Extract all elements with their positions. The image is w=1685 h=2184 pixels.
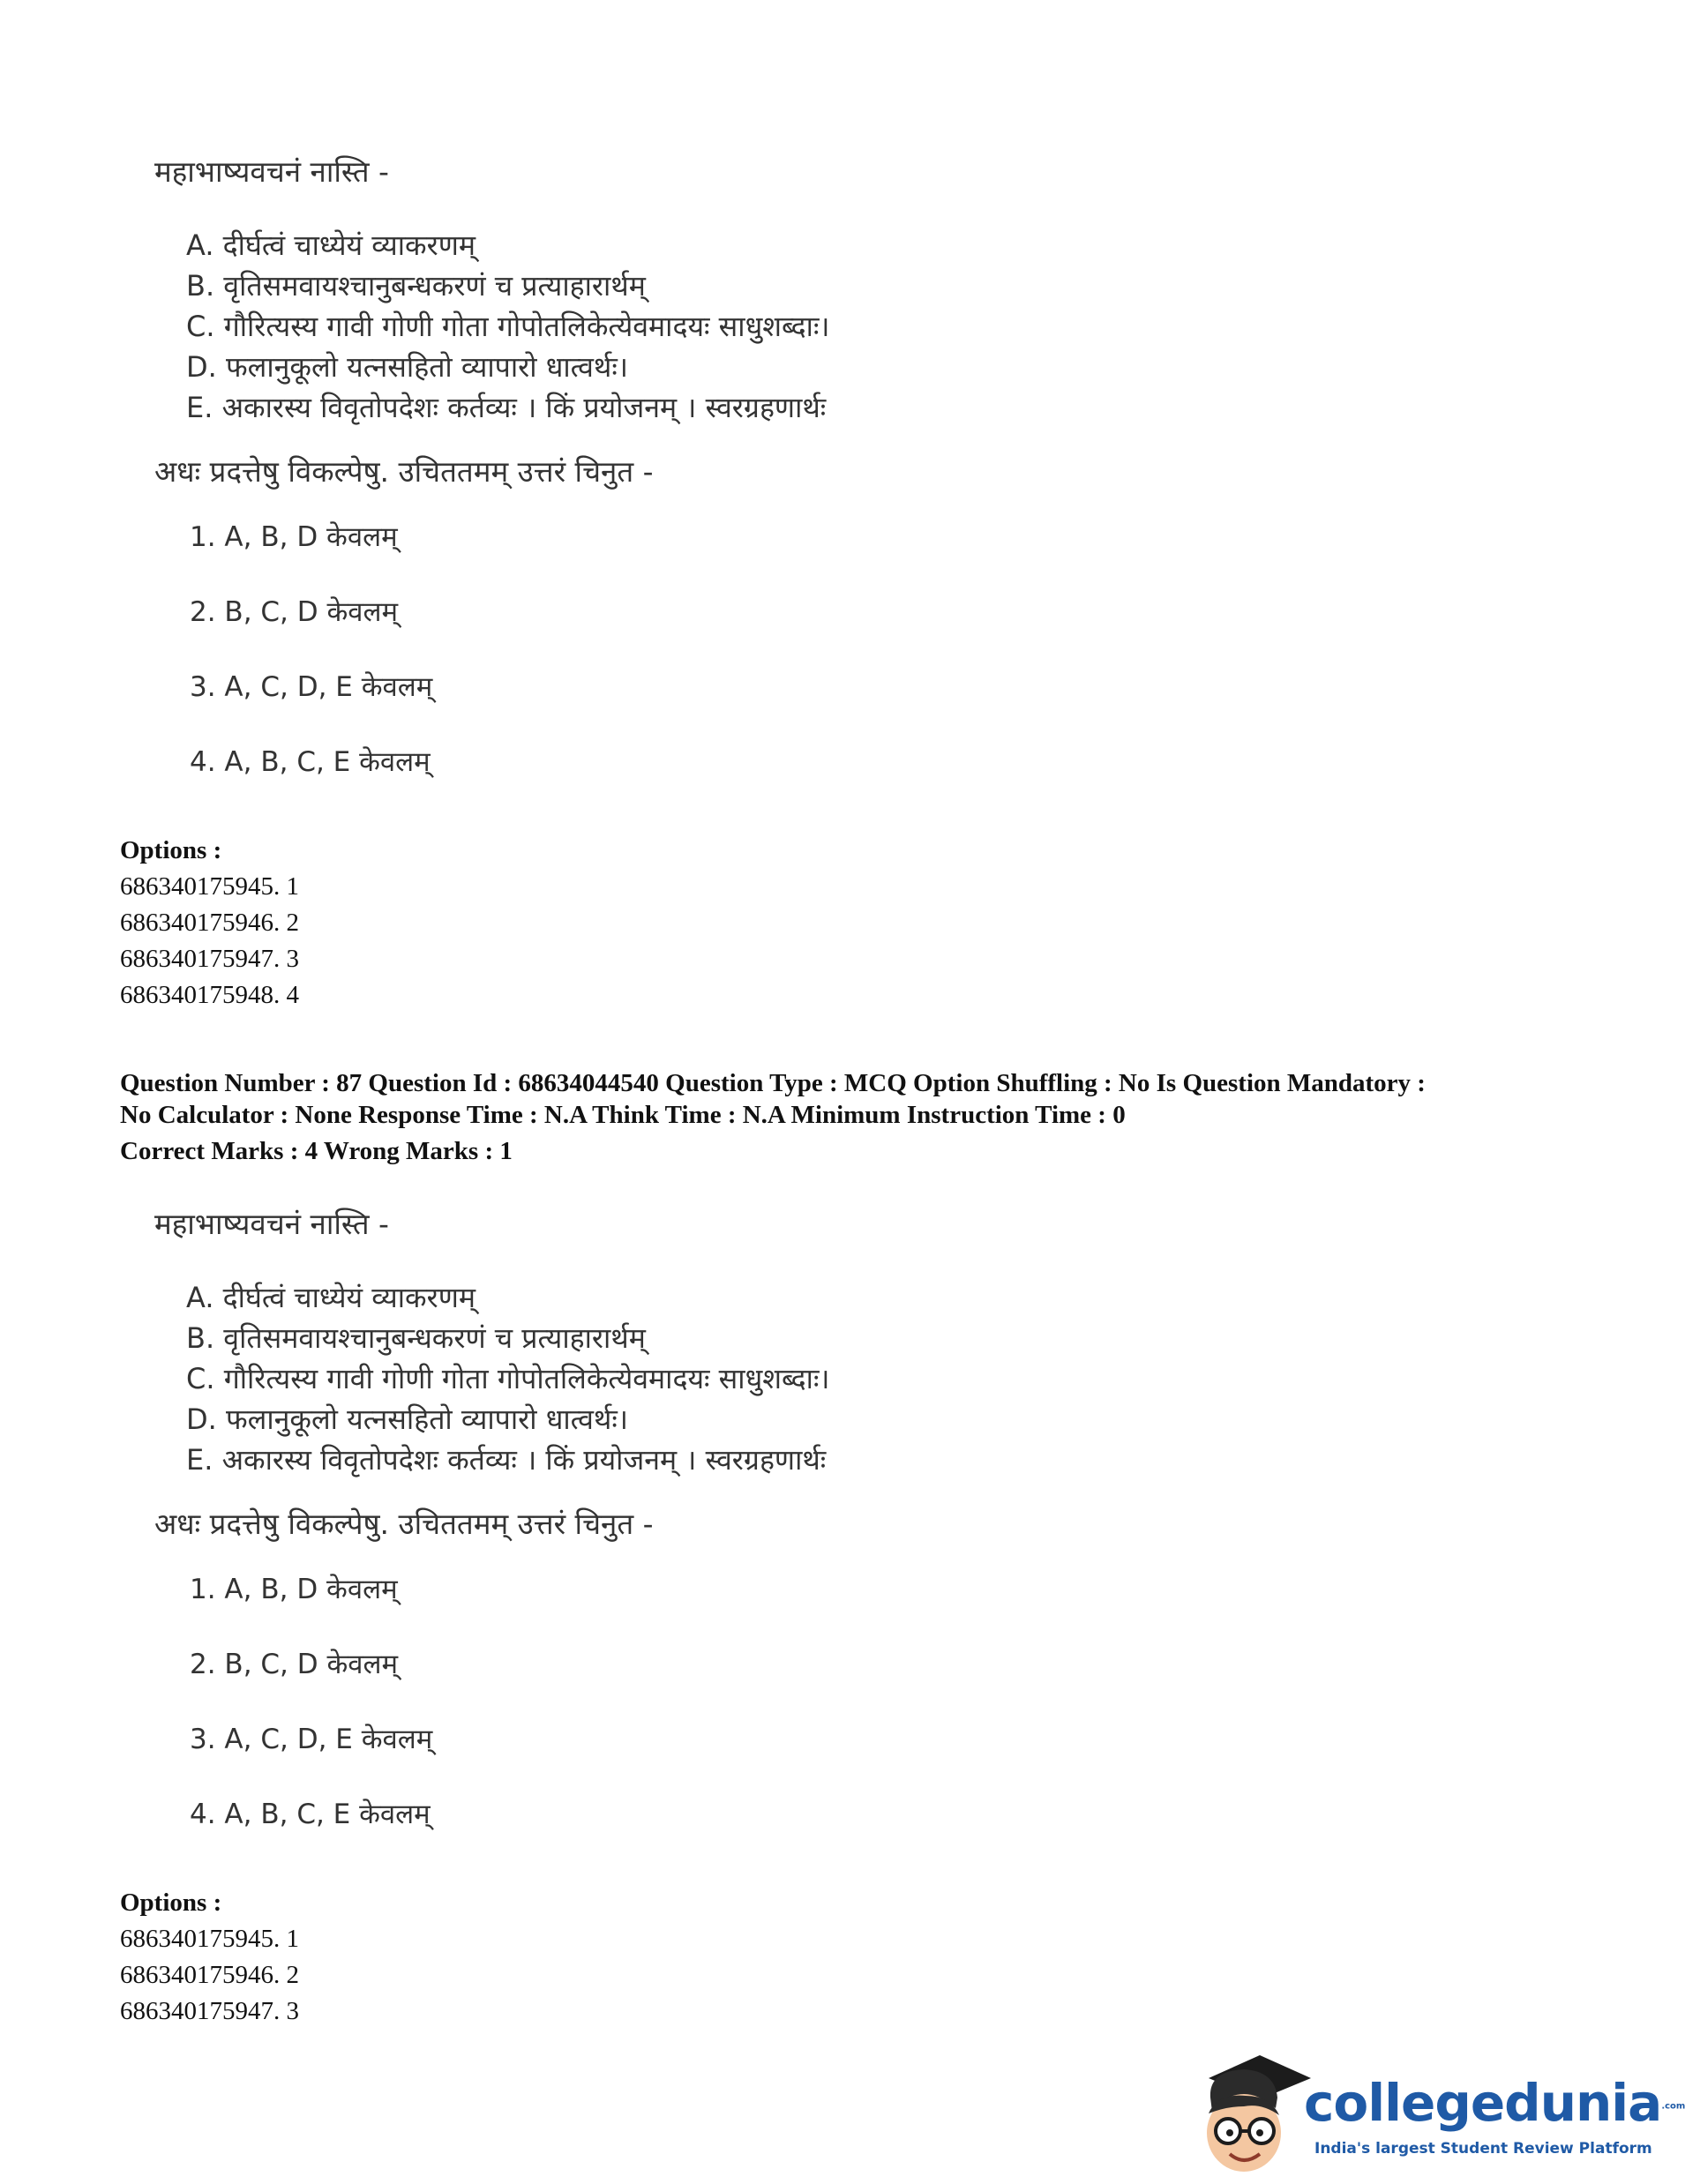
question-meta-line-1: Question Number : 87 Question Id : 68634044540 Question Type : MCQ Option Shuffling : No Is Question Mandatory : xyxy=(120,1069,1426,1097)
options-title: Options : xyxy=(120,1889,222,1917)
choice-3: 3. A, C, D, E केवलम् xyxy=(190,671,433,703)
question-image-2 xyxy=(154,1207,1037,1872)
option-item: 686340175946. 2 xyxy=(120,909,299,937)
option-item: 686340175947. 3 xyxy=(120,945,299,973)
collegedunia-logo xyxy=(1191,2045,1685,2177)
choice-1: 1. A, B, D केवलम् xyxy=(190,1574,398,1605)
question-header xyxy=(120,1067,1531,1167)
option-item: 686340175945. 1 xyxy=(120,1925,299,1953)
statement-a: A. दीर्घत्वं चाध्येयं व्याकरणम् xyxy=(186,1281,476,1314)
choice-2: 2. B, C, D केवलम् xyxy=(190,596,399,628)
statement-d: D. फलानुकूलो यत्नसहितो व्यापारो धात्वर्थः। xyxy=(186,350,628,384)
question-marks: Correct Marks : 4 Wrong Marks : 1 xyxy=(120,1137,513,1165)
option-item: 686340175946. 2 xyxy=(120,1961,299,1989)
brand-tagline: India's largest Student Review Platform xyxy=(1314,2140,1652,2158)
brand-suffix: .com xyxy=(1661,2101,1685,2112)
option-item: 686340175945. 1 xyxy=(120,872,299,901)
options-list-2 xyxy=(120,1885,299,2030)
choice-4: 4. A, B, C, E केवलम् xyxy=(190,1799,431,1830)
choice-2: 2. B, C, D केवलम् xyxy=(190,1649,399,1680)
statement-e: E. अकारस्य विवृतोपदेशः कर्तव्यः । किं प्रयोजनम् । स्वरग्रहणार्थः xyxy=(186,391,827,424)
statement-list xyxy=(186,225,1037,428)
option-item: 686340175947. 3 xyxy=(120,1997,299,2025)
statement-b: B. वृतिसमवायश्चानुबन्धकरणं च प्रत्याहारार्थम् xyxy=(186,269,646,303)
question-instruction: अधः प्रदत्तेषु विकल्पेषु. उचिततमम् उत्तरं चिनुत - xyxy=(154,1507,654,1541)
choice-1: 1. A, B, D केवलम् xyxy=(190,521,398,553)
choice-3: 3. A, C, D, E केवलम् xyxy=(190,1724,433,1755)
statement-e: E. अकारस्य विवृतोपदेशः कर्तव्यः । किं प्रयोजनम् । स्वरग्रहणार्थः xyxy=(186,1443,827,1477)
question-meta-line-2: No Calculator : None Response Time : N.A Think Time : N.A Minimum Instruction Time : 0 xyxy=(120,1101,1126,1129)
brand-name: collegedunia.com xyxy=(1304,2073,1685,2133)
question-instruction: अधः प्रदत्तेषु विकल्पेषु. उचिततमम् उत्तरं चिनुत - xyxy=(154,454,654,489)
option-item: 686340175948. 4 xyxy=(120,981,299,1009)
options-list-1 xyxy=(120,833,299,1013)
statement-list xyxy=(186,1277,1037,1480)
question-stem: महाभाष्यवचनं नास्ति - xyxy=(154,154,389,189)
statement-c: C. गौरित्यस्य गावी गोणी गोता गोपोतलिकेत्येवमादयः साधुशब्दाः। xyxy=(186,1362,830,1395)
question-stem: महाभाष्यवचनं नास्ति - xyxy=(154,1207,389,1241)
mascot-face-icon xyxy=(1191,2045,1314,2177)
choice-4: 4. A, B, C, E केवलम् xyxy=(190,746,431,778)
choice-list xyxy=(190,1572,1037,1872)
choice-list xyxy=(190,520,1037,819)
statement-a: A. दीर्घत्वं चाध्येयं व्याकरणम् xyxy=(186,228,476,262)
question-image-1 xyxy=(154,154,1037,819)
statement-d: D. फलानुकूलो यत्नसहितो व्यापारो धात्वर्थः। xyxy=(186,1402,628,1436)
statement-b: B. वृतिसमवायश्चानुबन्धकरणं च प्रत्याहारार्थम् xyxy=(186,1321,646,1355)
options-title: Options : xyxy=(120,836,222,864)
statement-c: C. गौरित्यस्य गावी गोणी गोता गोपोतलिकेत्येवमादयः साधुशब्दाः। xyxy=(186,310,830,343)
